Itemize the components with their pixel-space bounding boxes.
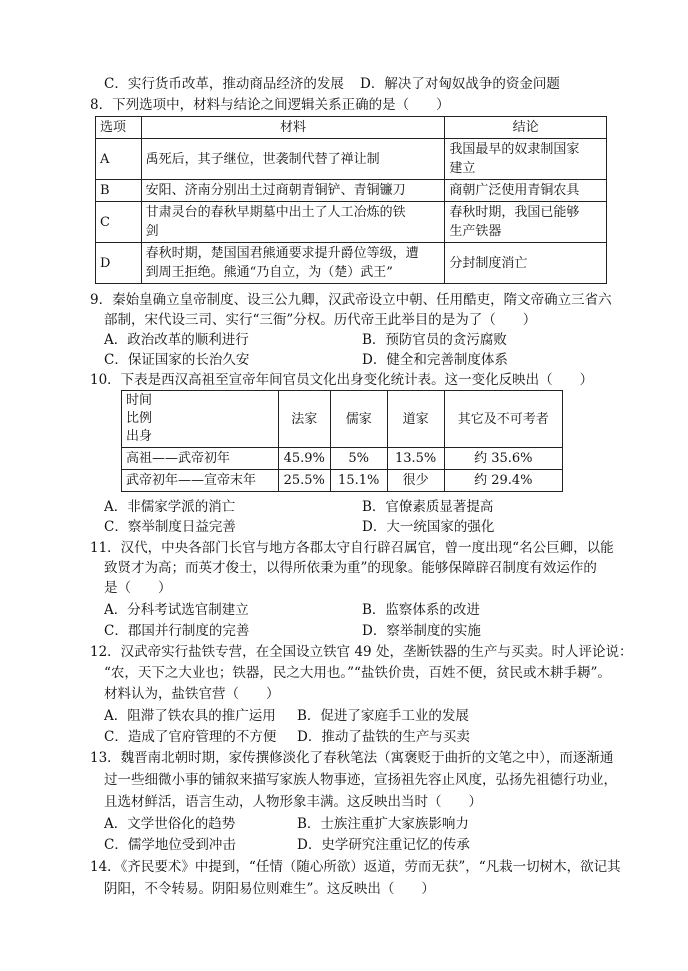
q10-option-d: D．大一统国家的强化 [362, 519, 495, 535]
q13-option-a: A．文学世俗化的趋势 [104, 816, 236, 832]
q14-stem-line-1: 14．《齐民要术》中提到，“任情（随心所欲）返道，劳而无获”，“凡栽一切树木，欲记其 [90, 859, 621, 875]
q11-stem-line-2: 致贤才为高；而英才俊士，以得所依秉为重”的现象。能够保障辟召制度有效运作的 [104, 560, 597, 576]
q8-row-d-conclusion: 分封制度消亡 [445, 243, 607, 284]
q10-header-daoist: 道家 [387, 391, 444, 448]
q10-row-2-other: 约 29.4% [444, 470, 562, 492]
q10-row-2-legalist: 25.5% [278, 470, 330, 492]
q10-header-diagonal-cell: 时间 比例 出身 [122, 391, 279, 448]
table-row [96, 243, 607, 284]
q10-header-confucian: 儒家 [330, 391, 387, 448]
q10-row-1-period: 高祖——武帝初年 [122, 448, 279, 470]
q12-option-b: B．促进了家庭手工业的发展 [297, 708, 469, 724]
q8-row-a-conclusion: 我国最早的奴隶制国家 建立 [445, 139, 607, 180]
q11-option-c: C．郡国并行制度的完善 [104, 623, 250, 639]
q13-option-b: B．士族注重扩大家族影响力 [297, 816, 469, 832]
q10-option-a: A．非儒家学派的消亡 [104, 499, 236, 515]
q13-stem-line-1: 13．魏晋南北朝时期，家传撰修淡化了春秋笔法（寓褒贬于曲折的文笔之中），而逐渐通 [90, 750, 614, 766]
q9-option-d: D．健全和完善制度体系 [362, 352, 508, 368]
q8-row-a-option: A [96, 139, 142, 180]
q8-header-row [96, 117, 607, 139]
q11-stem-line-3: 是（ ） [104, 580, 172, 596]
q8-header-material: 材料 [141, 117, 445, 139]
q8-row-b-option: B [96, 180, 142, 202]
table-row [122, 470, 563, 492]
q8-row-c-option: C [96, 202, 142, 243]
q11-stem-line-1: 11．汉代，中央各部门长官与地方各郡太守自行辟召属官，曾一度出现“名公巨卿，以能 [90, 540, 614, 556]
table-row [96, 202, 607, 243]
q13-stem-line-2: 过一些细微小事的铺叙来描写家族人物事迹，宣扬祖先容止风度，弘扬先祖德行功业， [104, 772, 617, 788]
q9-option-c: C．保证国家的长治久安 [104, 352, 250, 368]
q8-row-d-option: D [96, 243, 142, 284]
q12-option-a: A．阻滞了铁农具的推广运用 [104, 708, 276, 724]
q8-row-b-material: 安阳、济南分别出土过商朝青铜铲、青铜镰刀 [141, 180, 445, 202]
q8-stem: 8．下列选项中，材料与结论之间逻辑关系正确的是（ ） [90, 97, 450, 113]
q11-option-a: A．分科考试选官制建立 [104, 602, 249, 618]
q10-stem: 10．下表是西汉高祖至宣帝年间官员文化出身变化统计表。这一变化反映出（ ） [90, 372, 594, 388]
q14-stem-line-2: 阴阳，不令转易。阴阳易位则难生”。这反映出（ ） [104, 881, 435, 897]
q10-row-1-other: 约 35.6% [444, 448, 562, 470]
q10-row-1-legalist: 45.9% [278, 448, 330, 470]
q8-table [95, 116, 607, 284]
q8-row-c-material: 甘肃灵台的春秋早期墓中出土了人工冶炼的铁 剑 [141, 202, 445, 243]
q10-header-row [122, 391, 563, 448]
q9-stem-line-2: 部制，宋代设三司、实行“三衙”分权。历代帝王此举目的是为了（ ） [104, 312, 537, 328]
q8-row-d-material: 春秋时期，楚国国君熊通要求提升爵位等级，遭 到周王拒绝。熊通“乃自立，为（楚）武王” [141, 243, 445, 284]
q11-option-b: B．监察体系的改进 [362, 602, 480, 618]
q12-option-c: C．造成了官府管理的不方便 [104, 729, 277, 745]
q12-option-d: D．推动了盐铁的生产与买卖 [297, 729, 470, 745]
q8-header-conclusion: 结论 [445, 117, 607, 139]
table-row [96, 139, 607, 180]
table-row [96, 180, 607, 202]
q11-option-d: D．察举制度的实施 [362, 623, 481, 639]
q10-table [121, 390, 563, 492]
q9-stem-line-1: 9．秦始皇确立皇帝制度、设三公九卿，汉武帝设立中朝、任用酷吏，隋文帝确立三省六 [90, 292, 612, 308]
q8-row-c-conclusion: 春秋时期，我国已能够 生产铁器 [445, 202, 607, 243]
q13-stem-line-3: 且选材鲜活，语言生动，人物形象丰满。这反映出当时（ ） [104, 794, 482, 810]
q7-option-d: D．解决了对匈奴战争的资金问题 [360, 76, 560, 92]
q7-option-c: C．实行货币改革，推动商品经济的发展 [104, 76, 344, 92]
q9-option-b: B．预防官员的贪污腐败 [362, 332, 507, 348]
q8-header-option: 选项 [96, 117, 142, 139]
q10-row-2-daoist: 很少 [387, 470, 444, 492]
q9-option-a: A．政治改革的顺利进行 [104, 332, 249, 348]
q10-row-1-confucian: 5% [330, 448, 387, 470]
q10-header-legalist: 法家 [278, 391, 330, 448]
q8-row-a-material: 禹死后，其子继位，世袭制代替了禅让制 [141, 139, 445, 180]
q12-stem-line-2: “农，天下之大业也；铁器，民之大用也。”“盐铁价贵，百姓不便，贫民或木耕手耨”。 [104, 665, 611, 681]
q10-option-b: B．官僚素质显著提高 [362, 499, 494, 515]
q10-row-1-daoist: 13.5% [387, 448, 444, 470]
q10-header-other: 其它及不可考者 [444, 391, 562, 448]
q13-option-c: C．儒学地位受到冲击 [104, 837, 236, 853]
q12-stem-line-1: 12．汉武帝实行盐铁专营，在全国设立铁官 49 处，垄断铁器的生产与买卖。时人评论说： [90, 644, 633, 660]
q13-option-d: D．史学研究注重记忆的传承 [297, 837, 470, 853]
q12-stem-line-3: 材料认为，盐铁官营（ ） [104, 686, 280, 702]
q8-row-b-conclusion: 商朝广泛使用青铜农具 [445, 180, 607, 202]
q10-row-2-confucian: 15.1% [330, 470, 387, 492]
table-row [122, 448, 563, 470]
q10-option-c: C．察举制度日益完善 [104, 519, 236, 535]
q10-row-2-period: 武帝初年——宣帝末年 [122, 470, 279, 492]
